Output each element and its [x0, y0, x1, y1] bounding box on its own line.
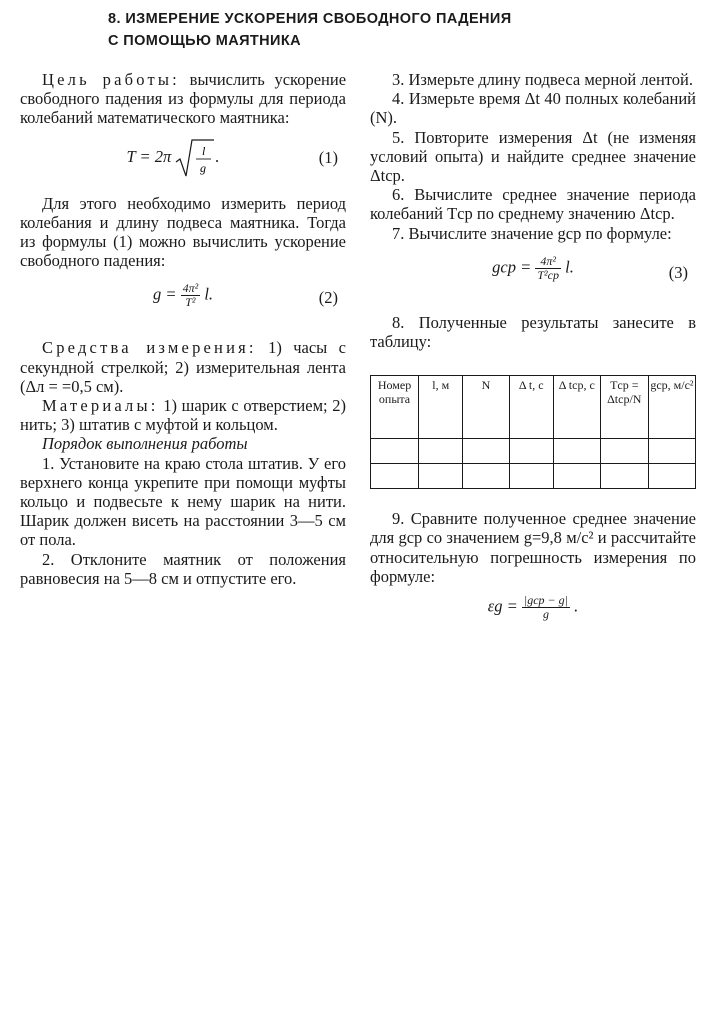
- formula-3-den: T²ср: [537, 267, 559, 282]
- table-header-row: [371, 376, 696, 439]
- step-5: 5. Повторите измерения Δt (не изменяя условий опыта) и найдите среднее значение Δtср.: [370, 127, 696, 186]
- table-cell: [648, 439, 695, 464]
- table-header-cell: Δ t, с: [509, 376, 553, 439]
- table-cell: [371, 439, 419, 464]
- table-cell: [371, 464, 419, 489]
- section-title: [108, 8, 668, 52]
- formula-4-den: g: [542, 607, 549, 622]
- sqrt-symbol: [175, 138, 215, 178]
- formula-1-num: l: [202, 143, 206, 158]
- title-line-2: С ПОМОЩЬЮ МАЯТНИКА: [108, 33, 301, 49]
- table-header-cell: Tср = Δtср/N: [600, 376, 648, 439]
- formula-2-fraction: [181, 282, 201, 309]
- formula-3-num: 4π²: [535, 255, 561, 269]
- step-1: 1. Установите на краю стола штатив. У его верхнего конца укрепите при помощи муфты кольцо и подвесьте к нему шарик на нити. Шарик должен висеть на расстоянии 3—5 см от пола.: [20, 453, 346, 550]
- formula-2: [20, 272, 346, 324]
- table-cell: [648, 464, 695, 489]
- para-2: Для этого необходимо измерить период колебания и длину подвеса маятника. Тогда из формулы (1) можно вычислить ускорение свободного падения:: [20, 193, 346, 271]
- tools-paragraph: [20, 338, 346, 396]
- materials-paragraph: [20, 396, 346, 434]
- formula-3-lhs: gср =: [492, 257, 532, 277]
- step-4: 4. Измерьте время Δt 40 полных колебаний (N).: [370, 89, 696, 128]
- tools-label: Средства измерения:: [42, 338, 257, 358]
- table-cell: [463, 464, 509, 489]
- left-column: [20, 70, 346, 588]
- table-row: [371, 464, 696, 489]
- table-cell: [553, 464, 600, 489]
- materials-label: Материалы:: [42, 396, 159, 416]
- formula-1-tail: .: [215, 146, 220, 166]
- formula-1-lhs: T = 2π: [126, 146, 172, 166]
- table-cell: [509, 464, 553, 489]
- table-cell: [600, 464, 648, 489]
- table-cell: [553, 439, 600, 464]
- table-header-cell: Δ tср, с: [553, 376, 600, 439]
- table-header-cell: gср, м/с²: [648, 376, 695, 439]
- table-row: [371, 439, 696, 464]
- table-header-cell: N: [463, 376, 509, 439]
- formula-2-number: (2): [318, 288, 338, 308]
- step-7: 7. Вычислите значение gср по формуле:: [392, 223, 672, 243]
- formula-3-tail: l.: [565, 257, 574, 277]
- formula-3-number: (3): [668, 262, 688, 282]
- table-cell: [509, 439, 553, 464]
- procedure-heading: Порядок выполнения работы: [42, 434, 248, 454]
- formula-4: [370, 588, 696, 640]
- step-6: 6. Вычислите среднее значение периода колебаний Tср по среднему значению Δtср.: [370, 185, 696, 224]
- formula-2-tail: l.: [204, 284, 214, 304]
- table-cell: [419, 439, 463, 464]
- formula-2-den: T²: [185, 295, 196, 310]
- right-column: [370, 70, 696, 640]
- goal-label: Цель работы:: [42, 70, 180, 89]
- table-cell: [419, 464, 463, 489]
- table-header-cell: Номер опыта: [371, 376, 419, 439]
- formula-1-number: (1): [318, 147, 338, 167]
- formula-2-num: 4π²: [182, 281, 199, 296]
- results-table: [370, 375, 696, 489]
- formula-4-num: |gср − g|: [523, 593, 568, 608]
- formula-2-lhs: g =: [152, 284, 177, 304]
- goal-paragraph: [20, 70, 346, 128]
- formula-3: [370, 247, 696, 299]
- table-header-cell: l, м: [419, 376, 463, 439]
- materials-text: 1) шарик с отверстием; 2) нить; 3) штатив с муфтой и кольцом.: [20, 396, 346, 435]
- table-cell: [600, 439, 648, 464]
- formula-4-tail: .: [574, 596, 579, 616]
- formula-3-fraction: [535, 255, 561, 282]
- step-3: 3. Измерьте длину подвеса мерной лентой.: [392, 70, 693, 89]
- table-cell: [463, 439, 509, 464]
- step-9: 9. Сравните полученное среднее значение для gср со значением g=9,8 м/с² и рассчитайте относительную погрешность измерения по формуле:: [370, 509, 696, 586]
- title-line-1: 8. ИЗМЕРЕНИЕ УСКОРЕНИЯ СВОБОДНОГО ПАДЕНИЯ: [108, 11, 512, 27]
- formula-4-fraction: [522, 594, 570, 621]
- step-2: 2. Отклоните маятник от положения равновесия на 5—8 см и отпустите его.: [20, 549, 346, 588]
- step-8: 8. Полученные результаты занесите в таблицу:: [370, 312, 696, 352]
- goal-text: вычислить ускорение свободного падения из формулы для периода колебаний математического маятника:: [20, 70, 347, 128]
- tools-text: 1) часы с секундной стрелкой; 2) измерительная лента (Δл = =0,5 см).: [20, 338, 346, 396]
- formula-4-lhs: εg =: [487, 596, 518, 616]
- formula-1: [20, 132, 346, 184]
- formula-1-den: g: [200, 160, 207, 175]
